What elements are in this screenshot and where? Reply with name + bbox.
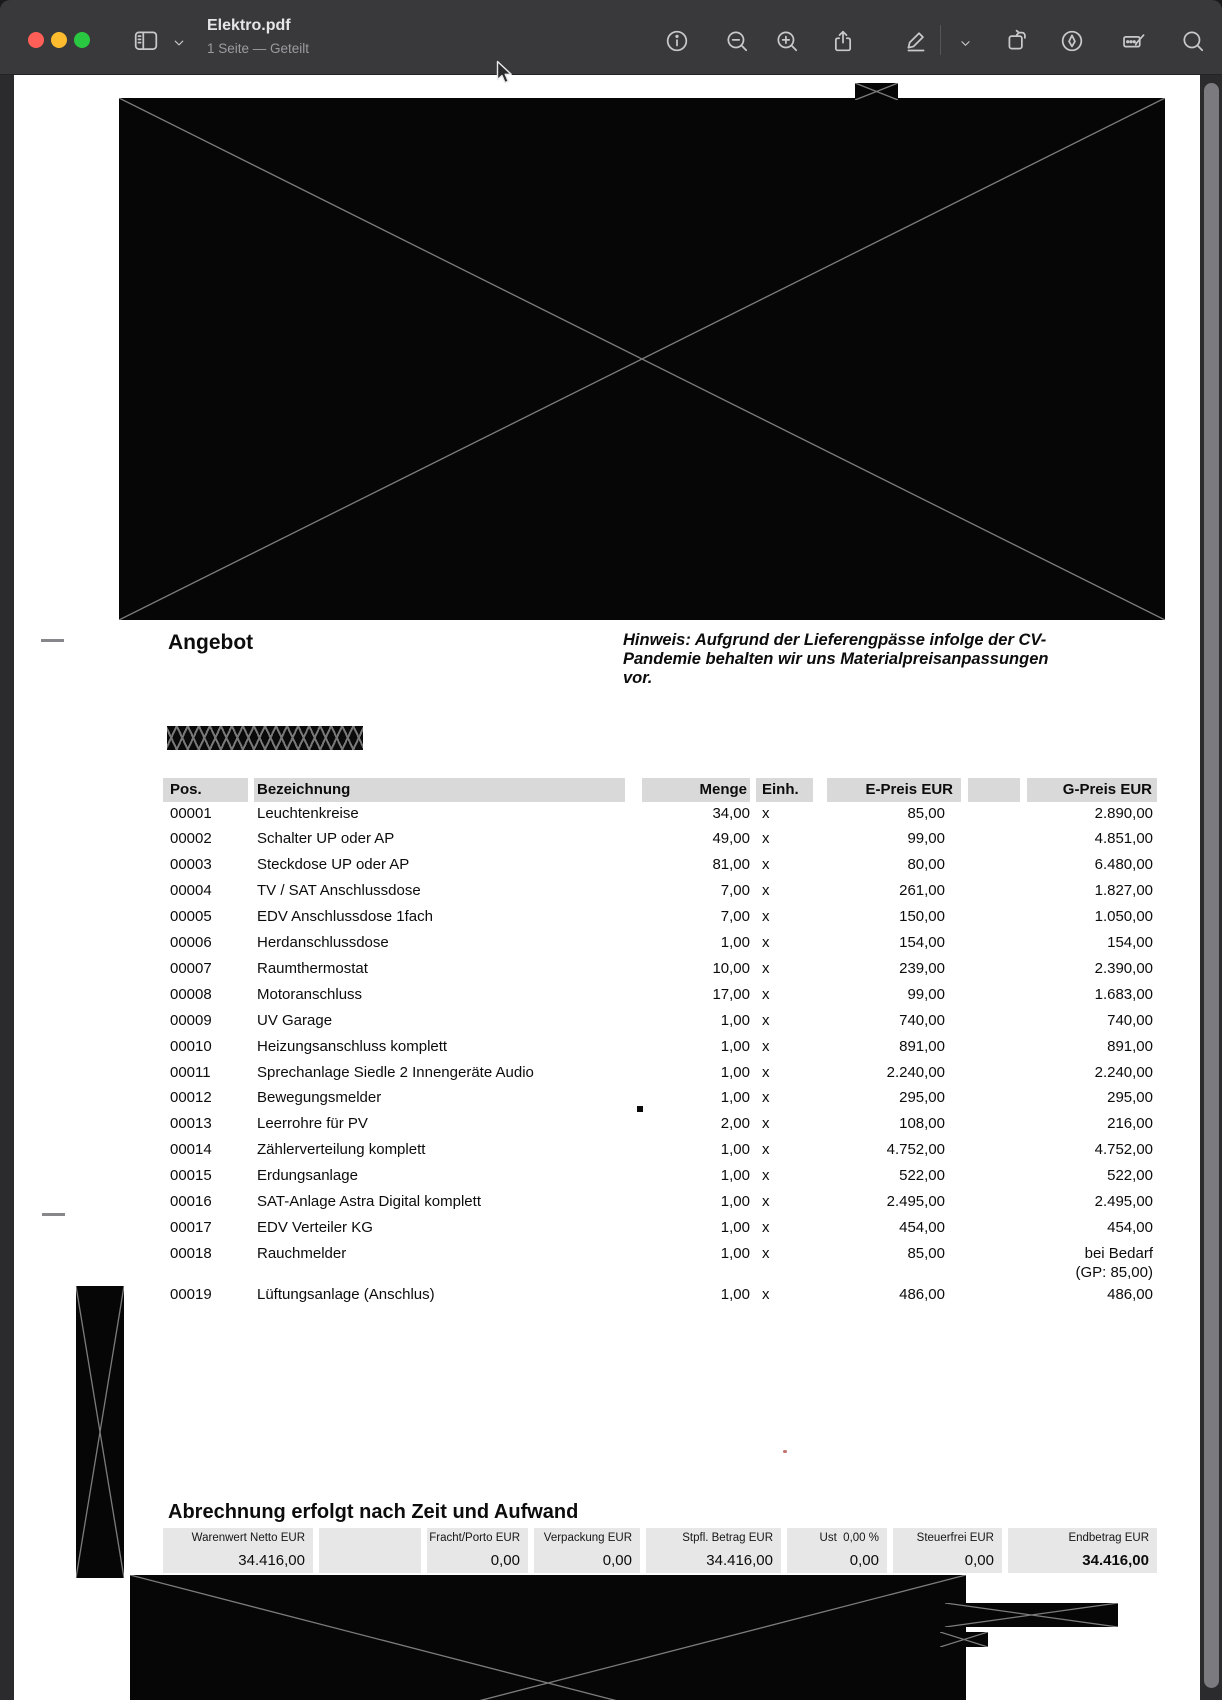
zoom-in-button[interactable] bbox=[772, 26, 802, 56]
cell-menge: 2,00 bbox=[720, 1115, 750, 1133]
summary-box bbox=[893, 1528, 1002, 1573]
cell-epreis: 99,00 bbox=[907, 985, 945, 1003]
summary-box-value: 34.416,00 bbox=[238, 1552, 305, 1569]
cell-pos: 00012 bbox=[170, 1089, 212, 1107]
cell-gpreis: 454,00 bbox=[1107, 1218, 1153, 1236]
titlebar bbox=[0, 0, 1222, 75]
pdf-page bbox=[14, 75, 1200, 1700]
cell-epreis: 99,00 bbox=[907, 830, 945, 848]
redaction-block-left-bar bbox=[76, 1286, 124, 1578]
cell-einh: x bbox=[762, 1115, 770, 1133]
cell-einh: x bbox=[762, 1037, 770, 1055]
table-row bbox=[14, 1011, 1200, 1032]
cell-gpreis: 1.683,00 bbox=[1094, 985, 1153, 1003]
summary-box bbox=[427, 1528, 528, 1573]
cell-einh: x bbox=[762, 985, 770, 1003]
summary-box-label: Verpackung EUR bbox=[543, 1532, 632, 1544]
cell-menge: 1,00 bbox=[720, 1141, 750, 1159]
cell-epreis: 522,00 bbox=[899, 1167, 945, 1185]
close-button[interactable] bbox=[28, 32, 44, 48]
cell-epreis: 295,00 bbox=[899, 1089, 945, 1107]
cell-pos: 00009 bbox=[170, 1011, 212, 1029]
cell-gpreis: 154,00 bbox=[1107, 934, 1153, 951]
cell-einh: x bbox=[762, 1193, 770, 1210]
column-header-epreis: E-Preis EUR bbox=[827, 778, 961, 802]
rotate-icon bbox=[1004, 28, 1030, 54]
cell-menge: 17,00 bbox=[712, 985, 750, 1003]
zoom-window-button[interactable] bbox=[74, 32, 90, 48]
cell-bezeichnung: Schalter UP oder AP bbox=[257, 830, 395, 848]
vertical-scrollbar[interactable] bbox=[1204, 83, 1219, 1688]
cell-epreis: 80,00 bbox=[907, 856, 945, 874]
table-row bbox=[14, 1088, 1200, 1109]
cell-pos: 00011 bbox=[170, 1063, 211, 1081]
cell-bezeichnung: Raumthermostat bbox=[257, 959, 368, 977]
chevron-down-icon bbox=[170, 34, 188, 52]
table-row bbox=[14, 1140, 1200, 1161]
zoom-out-button[interactable] bbox=[722, 26, 752, 56]
cell-gpreis: 1.827,00 bbox=[1094, 882, 1153, 900]
cell-epreis: 154,00 bbox=[899, 934, 945, 951]
cell-epreis: 150,00 bbox=[899, 908, 945, 926]
table-row bbox=[14, 829, 1200, 850]
cell-pos: 00007 bbox=[170, 959, 212, 977]
search-button[interactable] bbox=[1178, 26, 1208, 56]
zoom-in-icon bbox=[774, 28, 800, 54]
form-fill-button[interactable] bbox=[1119, 26, 1149, 56]
summary-box bbox=[534, 1528, 640, 1573]
table-row bbox=[14, 907, 1200, 928]
cell-bezeichnung: Herdanschlussdose bbox=[257, 934, 389, 951]
cell-menge: 1,00 bbox=[720, 1037, 750, 1055]
cell-menge: 34,00 bbox=[712, 804, 750, 822]
cell-einh: x bbox=[762, 856, 770, 874]
table-row bbox=[14, 933, 1200, 954]
column-header-gpreis: G-Preis EUR bbox=[1027, 778, 1157, 802]
summary-box-value: 34.416,00 bbox=[706, 1552, 773, 1569]
table-row bbox=[14, 804, 1200, 825]
fold-mark-top bbox=[41, 639, 64, 642]
table-row bbox=[14, 1244, 1200, 1281]
table-row bbox=[14, 881, 1200, 902]
offer-heading: Angebot bbox=[168, 631, 254, 654]
cell-menge: 10,00 bbox=[712, 959, 750, 977]
table-row bbox=[14, 959, 1200, 980]
summary-box-label: Ust 0,00 % bbox=[819, 1532, 879, 1544]
cell-einh: x bbox=[762, 1244, 770, 1262]
cell-menge: 81,00 bbox=[712, 856, 750, 874]
notice-text bbox=[623, 631, 1048, 688]
share-button[interactable] bbox=[828, 26, 858, 56]
window-subtitle: 1 Seite — Geteilt bbox=[207, 41, 310, 56]
cell-gpreis: 2.390,00 bbox=[1094, 959, 1153, 977]
chevron-down-icon bbox=[957, 35, 974, 52]
cell-pos: 00016 bbox=[170, 1193, 212, 1210]
stray-red-dot bbox=[783, 1450, 787, 1453]
cell-epreis: 4.752,00 bbox=[886, 1141, 945, 1159]
cell-bezeichnung: Bewegungsmelder bbox=[257, 1089, 382, 1107]
summary-box bbox=[319, 1528, 421, 1573]
cell-menge: 7,00 bbox=[720, 908, 750, 926]
notice-line-3: vor. bbox=[623, 669, 653, 687]
minimize-button[interactable] bbox=[51, 32, 67, 48]
cell-epreis: 239,00 bbox=[899, 959, 945, 977]
column-header-pos: Pos. bbox=[163, 778, 248, 802]
billing-note: Abrechnung erfolgt nach Zeit und Aufwand bbox=[168, 1501, 579, 1523]
cell-einh: x bbox=[762, 1167, 770, 1185]
summary-box bbox=[787, 1528, 887, 1573]
cell-einh: x bbox=[762, 1063, 770, 1081]
cell-bezeichnung: EDV Anschlussdose 1fach bbox=[257, 908, 433, 926]
cell-einh: x bbox=[762, 830, 770, 848]
cell-menge: 1,00 bbox=[720, 1218, 750, 1236]
cell-epreis: 261,00 bbox=[899, 882, 945, 900]
cell-einh: x bbox=[762, 1285, 770, 1303]
mouse-cursor bbox=[496, 60, 514, 91]
table-row bbox=[14, 985, 1200, 1006]
cell-pos: 00015 bbox=[170, 1167, 212, 1185]
share-icon bbox=[830, 28, 856, 54]
search-icon bbox=[1180, 28, 1206, 54]
column-header-bezeichnung: Bezeichnung bbox=[254, 778, 625, 802]
cell-pos: 00006 bbox=[170, 934, 212, 951]
cell-epreis: 2.240,00 bbox=[886, 1063, 945, 1081]
cell-gpreis: 2.240,00 bbox=[1094, 1063, 1153, 1081]
cell-einh: x bbox=[762, 804, 770, 822]
cell-pos: 00017 bbox=[170, 1218, 212, 1236]
cell-menge: 1,00 bbox=[720, 934, 750, 951]
notice-line-2: Pandemie behalten wir uns Materialpreisanpassungen bbox=[623, 650, 1049, 668]
notice-line-1: Hinweis: Aufgrund der Lieferengpässe infolge der CV- bbox=[623, 631, 1047, 649]
cell-bezeichnung: UV Garage bbox=[257, 1011, 333, 1029]
cell-gpreis: 1.050,00 bbox=[1094, 908, 1153, 926]
summary-box-value: 0,00 bbox=[964, 1552, 994, 1569]
table-row bbox=[14, 855, 1200, 876]
cell-bezeichnung: Lüftungsanlage (Anschlus) bbox=[257, 1285, 435, 1303]
summary-box-label: Steuerfrei EUR bbox=[916, 1532, 994, 1544]
cell-bezeichnung: Rauchmelder bbox=[257, 1244, 347, 1262]
cell-menge: 7,00 bbox=[720, 882, 750, 900]
cell-epreis: 454,00 bbox=[899, 1218, 945, 1236]
redaction-block-top bbox=[119, 98, 1165, 620]
cell-bezeichnung: Heizungsanschluss komplett bbox=[257, 1037, 448, 1055]
cell-bezeichnung: Leuchtenkreise bbox=[257, 804, 359, 822]
cell-pos: 00018 bbox=[170, 1244, 212, 1262]
cell-bezeichnung: Motoranschluss bbox=[257, 985, 363, 1003]
sidebar-menu-button[interactable] bbox=[164, 29, 194, 59]
cell-einh: x bbox=[762, 1218, 770, 1236]
cell-menge: 1,00 bbox=[720, 1167, 750, 1185]
summary-box-value: 0,00 bbox=[602, 1552, 632, 1569]
table-row bbox=[14, 1285, 1200, 1306]
redaction-block-arm bbox=[945, 1603, 1118, 1627]
document-view bbox=[0, 75, 1222, 1700]
cell-einh: x bbox=[762, 1141, 770, 1159]
cell-gpreis: 295,00 bbox=[1107, 1089, 1153, 1107]
ink-marker-icon bbox=[1059, 28, 1085, 54]
cell-gpreis: 4.752,00 bbox=[1094, 1141, 1153, 1159]
summary-box-value: 0,00 bbox=[849, 1552, 879, 1569]
cell-menge: 1,00 bbox=[720, 1011, 750, 1029]
cell-menge: 49,00 bbox=[712, 830, 750, 848]
toolbar-separator bbox=[940, 25, 941, 55]
cell-epreis: 85,00 bbox=[907, 1244, 945, 1262]
cell-pos: 00005 bbox=[170, 908, 212, 926]
cell-gpreis: 891,00 bbox=[1107, 1037, 1153, 1055]
cell-gpreis: 2.890,00 bbox=[1094, 804, 1153, 822]
table-row bbox=[14, 1166, 1200, 1187]
cell-gpreis: 740,00 bbox=[1107, 1011, 1153, 1029]
cell-pos: 00019 bbox=[170, 1285, 212, 1303]
table-row bbox=[14, 1037, 1200, 1058]
info-icon bbox=[664, 28, 690, 54]
summary-box-value: 34.416,00 bbox=[1082, 1552, 1149, 1569]
window-title: Elektro.pdf bbox=[207, 17, 291, 34]
rotate-button[interactable] bbox=[1002, 26, 1032, 56]
table-row bbox=[14, 1114, 1200, 1135]
cell-gpreis-line2: (GP: 85,00) bbox=[1075, 1263, 1153, 1281]
cell-gpreis: 4.851,00 bbox=[1094, 830, 1153, 848]
cell-menge: 1,00 bbox=[720, 1063, 750, 1081]
column-header-menge: Menge bbox=[642, 778, 750, 802]
stray-ink-dot bbox=[637, 1106, 643, 1112]
summary-box bbox=[646, 1528, 781, 1573]
cell-bezeichnung: Sprechanlage Siedle 2 Innengeräte Audio bbox=[257, 1063, 534, 1081]
cell-gpreis: 6.480,00 bbox=[1094, 856, 1153, 874]
cell-menge: 1,00 bbox=[720, 1285, 750, 1303]
table-row bbox=[14, 1063, 1200, 1084]
cell-pos: 00008 bbox=[170, 985, 212, 1003]
cell-pos: 00010 bbox=[170, 1037, 212, 1055]
cell-pos: 00014 bbox=[170, 1141, 212, 1159]
sidebar-toggle-button[interactable] bbox=[131, 26, 161, 56]
cell-menge: 1,00 bbox=[720, 1193, 750, 1210]
cell-gpreis: bei Bedarf (GP: 85,00) bbox=[1075, 1244, 1153, 1281]
cell-epreis: 891,00 bbox=[899, 1037, 945, 1055]
cell-pos: 00003 bbox=[170, 856, 212, 874]
cell-epreis: 85,00 bbox=[907, 804, 945, 822]
cell-epreis: 486,00 bbox=[899, 1285, 945, 1303]
cell-gpreis: 2.495,00 bbox=[1094, 1193, 1153, 1210]
cell-epreis: 740,00 bbox=[899, 1011, 945, 1029]
cell-pos: 00013 bbox=[170, 1115, 212, 1133]
redaction-block-nub bbox=[940, 1632, 988, 1647]
markup-menu-button[interactable] bbox=[950, 30, 980, 60]
summary-box bbox=[163, 1528, 313, 1573]
cell-bezeichnung: Erdungsanlage bbox=[257, 1167, 358, 1185]
cell-einh: x bbox=[762, 882, 770, 900]
form-fill-icon bbox=[1121, 28, 1147, 54]
zoom-out-icon bbox=[724, 28, 750, 54]
cell-bezeichnung: Steckdose UP oder AP bbox=[257, 856, 410, 874]
cell-einh: x bbox=[762, 1011, 770, 1029]
cell-einh: x bbox=[762, 959, 770, 977]
info-button[interactable] bbox=[662, 26, 692, 56]
cell-gpreis: 216,00 bbox=[1107, 1115, 1153, 1133]
cell-bezeichnung: TV / SAT Anschlussdose bbox=[257, 882, 421, 900]
redaction-block-bowtie bbox=[855, 83, 898, 100]
cell-epreis: 2.495,00 bbox=[886, 1193, 945, 1210]
redaction-block-bottom bbox=[130, 1575, 966, 1700]
summary-box-value: 0,00 bbox=[490, 1552, 520, 1569]
summary-box-label: Warenwert Netto EUR bbox=[191, 1532, 305, 1544]
summary-box-label: Endbetrag EUR bbox=[1068, 1532, 1149, 1544]
cell-bezeichnung: Zählerverteilung komplett bbox=[257, 1141, 426, 1159]
cell-gpreis: 486,00 bbox=[1107, 1285, 1153, 1303]
redaction-crosshatch-bar bbox=[167, 726, 363, 750]
summary-box-label: Stpfl. Betrag EUR bbox=[682, 1532, 773, 1544]
cell-bezeichnung: EDV Verteiler KG bbox=[257, 1218, 373, 1236]
table-row bbox=[14, 1218, 1200, 1239]
column-header-einh: Einh. bbox=[756, 778, 813, 802]
cell-epreis: 108,00 bbox=[899, 1115, 945, 1133]
markup-button[interactable] bbox=[901, 26, 931, 56]
cell-menge: 1,00 bbox=[720, 1089, 750, 1107]
sidebar-panel-icon bbox=[133, 28, 159, 54]
markup-pen-icon bbox=[903, 28, 929, 54]
column-header-blank bbox=[968, 778, 1020, 802]
fold-mark-bottom bbox=[42, 1213, 65, 1216]
summary-box bbox=[1008, 1528, 1157, 1573]
cell-bezeichnung: SAT-Anlage Astra Digital komplett bbox=[257, 1193, 481, 1210]
cell-bezeichnung: Leerrohre für PV bbox=[257, 1115, 368, 1133]
cell-einh: x bbox=[762, 908, 770, 926]
cell-gpreis: 522,00 bbox=[1107, 1167, 1153, 1185]
cell-einh: x bbox=[762, 934, 770, 951]
table-row bbox=[14, 1192, 1200, 1213]
ink-marker-button[interactable] bbox=[1057, 26, 1087, 56]
cell-pos: 00004 bbox=[170, 882, 212, 900]
cell-pos: 00001 bbox=[170, 804, 212, 822]
summary-box-label: Fracht/Porto EUR bbox=[429, 1532, 520, 1544]
cell-pos: 00002 bbox=[170, 830, 212, 848]
cell-einh: x bbox=[762, 1089, 770, 1107]
cell-menge: 1,00 bbox=[720, 1244, 750, 1262]
